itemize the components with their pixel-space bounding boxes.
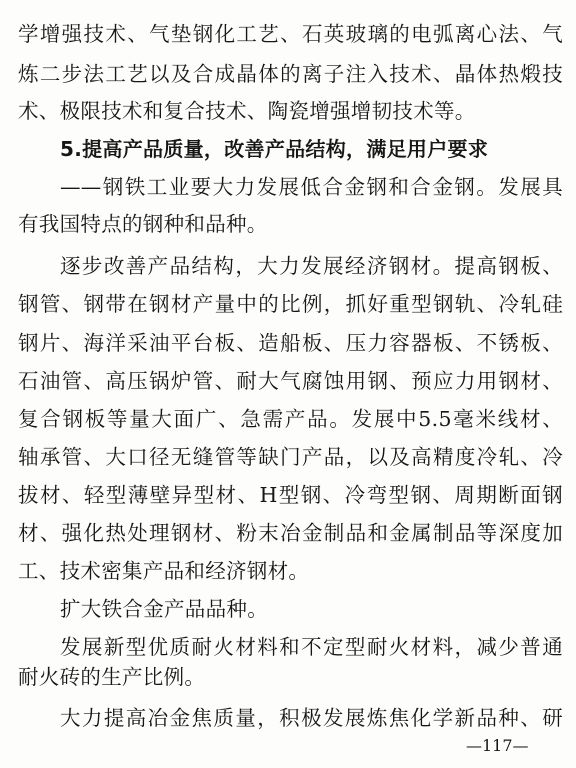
text-line: 炼二步法工艺以及合成晶体的离子注入技术、晶体热煅技	[18, 62, 563, 86]
text-line: 学增强技术、气垫钢化工艺、石英玻璃的电弧离心法、气	[18, 22, 563, 46]
text-line: 轴承管、大口径无缝管等缺门产品，以及高精度冷轧、冷	[18, 445, 563, 469]
page-number: —117—	[466, 736, 529, 755]
section-heading: 5.提高产品质量，改善产品结构，满足用户要求	[60, 137, 489, 161]
text-line: 耐火砖的生产比例。	[18, 665, 206, 689]
text-line: 复合钢板等量大面广、急需产品。发展中5.5毫米线材、	[18, 407, 563, 431]
text-line: 扩大铁合金产品品种。	[60, 597, 268, 621]
text-line: 有我国特点的钢种和品种。	[18, 212, 268, 236]
text-line: 发展新型优质耐火材料和不定型耐火材料，减少普通	[60, 635, 563, 659]
text-line: ——钢铁工业要大力发展低合金钢和合金钢。发展具	[60, 175, 563, 199]
text-line: 逐步改善产品结构，大力发展经济钢材。提高钢板、	[60, 254, 563, 278]
text-line: 材、强化热处理钢材、粉末冶金制品和金属制品等深度加	[18, 521, 563, 545]
text-line: 石油管、高压锅炉管、耐大气腐蚀用钢、预应力用钢材、	[18, 369, 563, 393]
text-line: 工、技术密集产品和经济钢材。	[18, 559, 310, 583]
text-line: 大力提高冶金焦质量，积极发展炼焦化学新品种、研	[60, 706, 563, 730]
text-line: 术、极限技术和复合技术、陶瓷增强增韧技术等。	[18, 99, 476, 123]
text-line: 钢管、钢带在钢材产量中的比例，抓好重型钢轨、冷轧硅	[18, 292, 563, 316]
text-line: 钢片、海洋采油平台板、造船板、压力容器板、不锈板、	[18, 331, 563, 355]
text-line: 拔材、轻型薄壁异型材、H型钢、冷弯型钢、周期断面钢	[18, 483, 563, 507]
